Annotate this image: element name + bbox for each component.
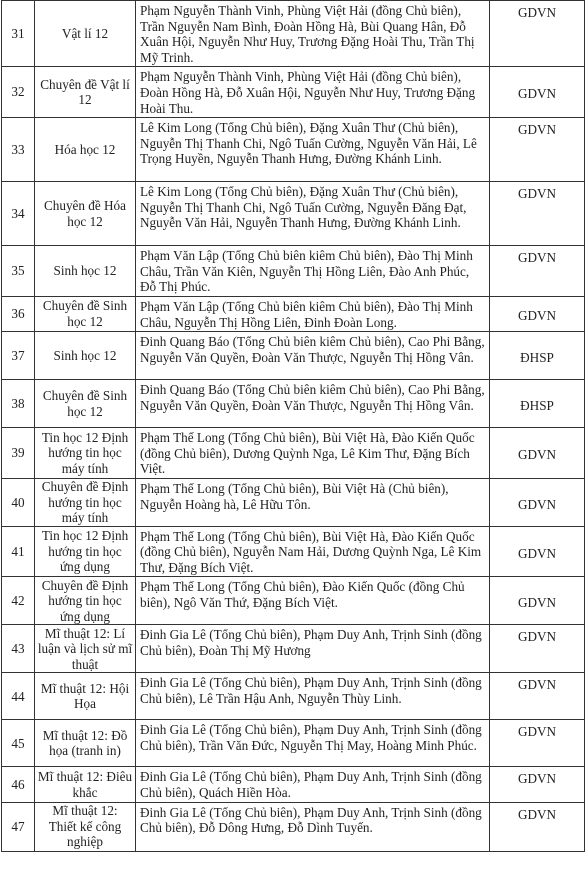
table-row [2, 720, 585, 767]
authors-cell: Lê Kim Long (Tổng Chủ biên), Đặng Xuân Thư (Chủ biên), Nguyễn Thị Thanh Chi, Ngô Tuấn Cường, Nguyễn Văn Hải, Lê Trọng Huyền, Nguyễn Thanh Hưng, Đường Khánh Linh. [136, 118, 490, 182]
subject-cell: Vật lí 12 [35, 1, 136, 67]
publisher-cell: GDVN [490, 182, 585, 246]
publisher-cell: GDVN [490, 673, 585, 720]
publisher-cell: GDVN [490, 246, 585, 297]
row-number: 44 [2, 673, 35, 720]
publisher-cell: GDVN [490, 478, 585, 526]
subject-cell: Chuyên đề Định hướng tin học ứng dụng [35, 577, 136, 625]
publisher-cell: GDVN [490, 1, 585, 67]
table-row [2, 802, 585, 851]
table-row [2, 673, 585, 720]
table-row [2, 1, 585, 67]
publisher-cell: GDVN [490, 625, 585, 673]
table-row [2, 246, 585, 297]
publisher-cell: GDVN [490, 767, 585, 802]
subject-cell: Mĩ thuật 12: Hội Họa [35, 673, 136, 720]
authors-cell: Đinh Gia Lê (Tổng Chủ biên), Phạm Duy Anh, Trịnh Sinh (đồng Chủ biên), Đỗ Dông Hưng, Đỗ Dình Tuyến. [136, 802, 490, 851]
publisher-cell: GDVN [490, 296, 585, 331]
row-number: 34 [2, 182, 35, 246]
publisher-cell: ĐHSP [490, 332, 585, 380]
publisher-cell: ĐHSP [490, 380, 585, 428]
authors-cell: Phạm Văn Lập (Tổng Chủ biên kiêm Chủ biên), Đào Thị Minh Châu, Nguyễn Thị Hồng Liên, Đinh Đoàn Long. [136, 296, 490, 331]
table-row [2, 526, 585, 577]
row-number: 43 [2, 625, 35, 673]
subject-cell: Hóa học 12 [35, 118, 136, 182]
publisher-cell: GDVN [490, 720, 585, 767]
authors-cell: Đinh Gia Lê (Tổng Chủ biên), Phạm Duy Anh, Trịnh Sinh (đồng Chủ biên), Trần Văn Đức, Nguyễn Thị May, Hoàng Minh Phúc. [136, 720, 490, 767]
row-number: 36 [2, 296, 35, 331]
row-number: 46 [2, 767, 35, 802]
authors-cell: Phạm Thế Long (Tổng Chủ biên), Bùi Việt Hà, Đào Kiến Quốc (đồng Chủ biên), Nguyễn Nam Hải, Dương Quỳnh Nga, Lê Kim Thư, Đặng Bích Việt. [136, 526, 490, 577]
subject-cell: Mĩ thuật 12: Điêu khắc [35, 767, 136, 802]
row-number: 42 [2, 577, 35, 625]
publisher-cell: GDVN [490, 802, 585, 851]
row-number: 37 [2, 332, 35, 380]
subject-cell: Chuyên đề Sinh học 12 [35, 380, 136, 428]
publisher-cell: GDVN [490, 526, 585, 577]
authors-cell: Đinh Gia Lê (Tổng Chủ biên), Phạm Duy Anh, Trịnh Sinh (đồng Chủ biên), Đoàn Thị Mỹ Hương [136, 625, 490, 673]
table-row [2, 625, 585, 673]
table-row [2, 380, 585, 428]
row-number: 38 [2, 380, 35, 428]
table-row [2, 428, 585, 479]
authors-cell: Phạm Nguyễn Thành Vinh, Phùng Việt Hải (đồng Chủ biên), Đoàn Hồng Hà, Đỗ Xuân Hội, Nguyễn Như Huy, Trương Đặng Hoài Thu. [136, 67, 490, 118]
row-number: 31 [2, 1, 35, 67]
row-number: 41 [2, 526, 35, 577]
authors-cell: Lê Kim Long (Tổng Chủ biên), Đặng Xuân Thư (Chủ biên), Nguyễn Thị Thanh Chi, Ngô Tuấn Cường, Nguyễn Đăng Đạt, Nguyễn Văn Hải, Nguyễn Thanh Hưng, Đường Khánh Linh. [136, 182, 490, 246]
authors-cell: Phạm Thế Long (Tổng Chủ biên), Bùi Việt Hà, Đào Kiến Quốc (đồng Chủ biên), Dương Quỳnh Nga, Lê Kim Thư, Đặng Bích Việt. [136, 428, 490, 479]
subject-cell: Tin học 12 Định hướng tin học ứng dụng [35, 526, 136, 577]
row-number: 47 [2, 802, 35, 851]
textbook-table [1, 0, 585, 852]
authors-cell: Phạm Thế Long (Tổng Chủ biên), Đào Kiến Quốc (đồng Chủ biên), Ngô Văn Thứ, Đặng Bích Việt. [136, 577, 490, 625]
authors-cell: Phạm Nguyễn Thành Vinh, Phùng Việt Hải (đồng Chủ biên), Trần Nguyễn Nam Bình, Đoàn Hồng Hà, Bùi Quang Hân, Đỗ Xuân Hội, Nguyễn Như Huy, Trương Đặng Hoài Thu, Trần Thị Mỹ Trinh. [136, 1, 490, 67]
authors-cell: Đinh Gia Lê (Tổng Chủ biên), Phạm Duy Anh, Trịnh Sinh (đồng Chủ biên), Quách Hiền Hòa. [136, 767, 490, 802]
authors-cell: Đinh Quang Báo (Tổng Chủ biên kiêm Chủ biên), Cao Phi Bằng, Nguyễn Văn Quyền, Đoàn Văn Thược, Nguyễn Thị Hồng Vân. [136, 380, 490, 428]
authors-cell: Đinh Quang Báo (Tổng Chủ biên kiêm Chủ biên), Cao Phi Bằng, Nguyễn Văn Quyền, Đoàn Văn Thược, Nguyễn Thị Hồng Vân. [136, 332, 490, 380]
publisher-cell: GDVN [490, 118, 585, 182]
publisher-cell: GDVN [490, 428, 585, 479]
table-row [2, 767, 585, 802]
row-number: 32 [2, 67, 35, 118]
table-row [2, 67, 585, 118]
row-number: 39 [2, 428, 35, 479]
authors-cell: Phạm Thế Long (Tổng Chủ biên), Bùi Việt Hà (Chủ biên), Nguyễn Hoàng hà, Lê Hữu Tôn. [136, 478, 490, 526]
row-number: 35 [2, 246, 35, 297]
table-row [2, 478, 585, 526]
publisher-cell: GDVN [490, 577, 585, 625]
subject-cell: Chuyên đề Vật lí 12 [35, 67, 136, 118]
table-body [2, 1, 585, 852]
authors-cell: Phạm Văn Lập (Tổng Chủ biên kiêm Chủ biên), Đào Thị Minh Châu, Trần Văn Kiên, Nguyễn Thị Hồng Liên, Đào Anh Phúc, Đỗ Thị Phúc. [136, 246, 490, 297]
table-row [2, 296, 585, 331]
table-row [2, 118, 585, 182]
subject-cell: Mĩ thuật 12: Lí luận và lịch sử mĩ thuật [35, 625, 136, 673]
subject-cell: Mĩ thuật 12: Thiết kế công nghiệp [35, 802, 136, 851]
subject-cell: Chuyên đề Định hướng tin học máy tính [35, 478, 136, 526]
subject-cell: Chuyên đề Sinh học 12 [35, 296, 136, 331]
row-number: 33 [2, 118, 35, 182]
authors-cell: Đinh Gia Lê (Tổng Chủ biên), Phạm Duy Anh, Trịnh Sinh (đồng Chủ biên), Lê Trần Hậu Anh, Nguyễn Thùy Linh. [136, 673, 490, 720]
publisher-cell: GDVN [490, 67, 585, 118]
table-row [2, 332, 585, 380]
subject-cell: Sinh học 12 [35, 246, 136, 297]
table-row [2, 577, 585, 625]
row-number: 45 [2, 720, 35, 767]
subject-cell: Mĩ thuật 12: Đồ họa (tranh in) [35, 720, 136, 767]
subject-cell: Chuyên đề Hóa học 12 [35, 182, 136, 246]
row-number: 40 [2, 478, 35, 526]
table-row [2, 182, 585, 246]
subject-cell: Sinh học 12 [35, 332, 136, 380]
subject-cell: Tin học 12 Định hướng tin học máy tính [35, 428, 136, 479]
